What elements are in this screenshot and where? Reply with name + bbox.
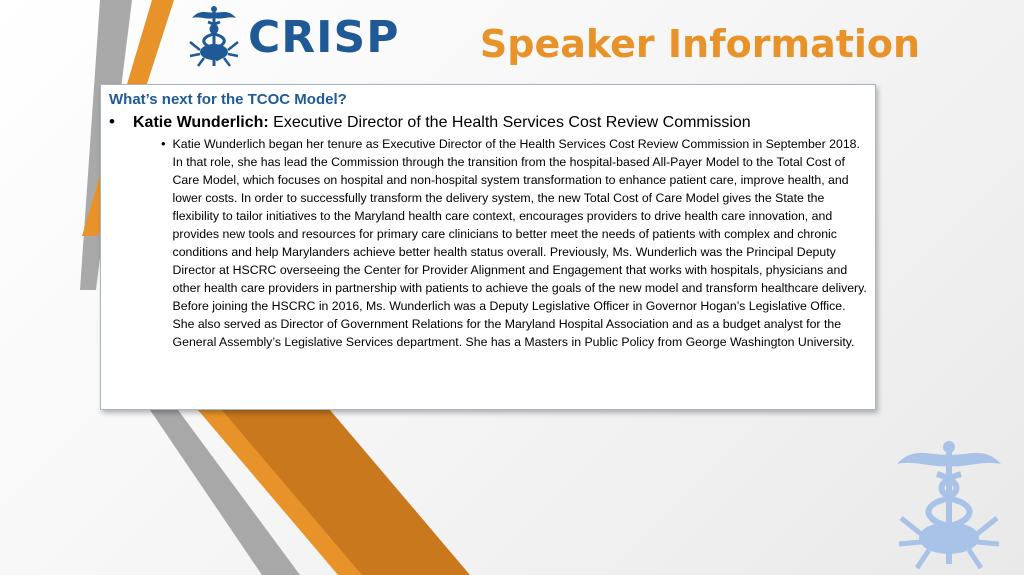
speaker-name: Katie Wunderlich: — [133, 114, 269, 131]
speaker-bio: Katie Wunderlich began her tenure as Executive Director of the Health Services Cost Review Commission in September 2018. In that role, she has lead the Commission through the transition from the hospital-based All-Payer Model to the Total Cost of Care Model, which focuses on hospital and non-hospital system transformation to enhance patient care, improve health, and lower costs. In order to successfully transform the delivery system, the new Total Cost of Care Model gives the State the flexibility to tailor initiatives to the Maryland health care context, encourages providers to drive health care innovation, and provides new tools and resources for primary care clinicians to better meet the needs of patients with complex and chronic conditions and help Marylanders achieve better health status overall. Previously, Ms. Wunderlich was the Principal Deputy Director at HSCRC overseeing the Center for Provider Alignment and Engagement that works with hospitals, physicians and other health care providers in partnership with patients to achieve the goals of the new model and transform healthcare delivery. Before joining the HSCRC in 2016, Ms. Wunderlich was a Deputy Legislative Officer in Governor Hogan’s Legislative Office. She also served as Director of Government Relations for the Maryland Hospital Association and as a budget analyst for the General Assembly’s Legislative Services department. She has a Masters in Public Policy from George Washington University. — [172, 137, 867, 349]
bio-bullet — [109, 135, 867, 351]
logo-wordmark: CRISP — [248, 12, 400, 63]
speaker-role: Executive Director of the Health Services Cost Review Commission — [268, 114, 751, 131]
caduceus-crab-watermark-icon — [893, 438, 1005, 573]
speaker-bullet — [109, 111, 867, 133]
caduceus-crab-icon — [186, 4, 242, 70]
speaker-line — [133, 112, 751, 133]
section-heading: What’s next for the TCOC Model? — [109, 91, 347, 108]
crisp-logo — [186, 4, 400, 72]
speaker-info-card — [100, 84, 876, 410]
bullet-marker: • — [109, 112, 115, 131]
page-title: Speaker Information — [479, 22, 921, 66]
bullet-marker-sub: • — [160, 136, 166, 151]
